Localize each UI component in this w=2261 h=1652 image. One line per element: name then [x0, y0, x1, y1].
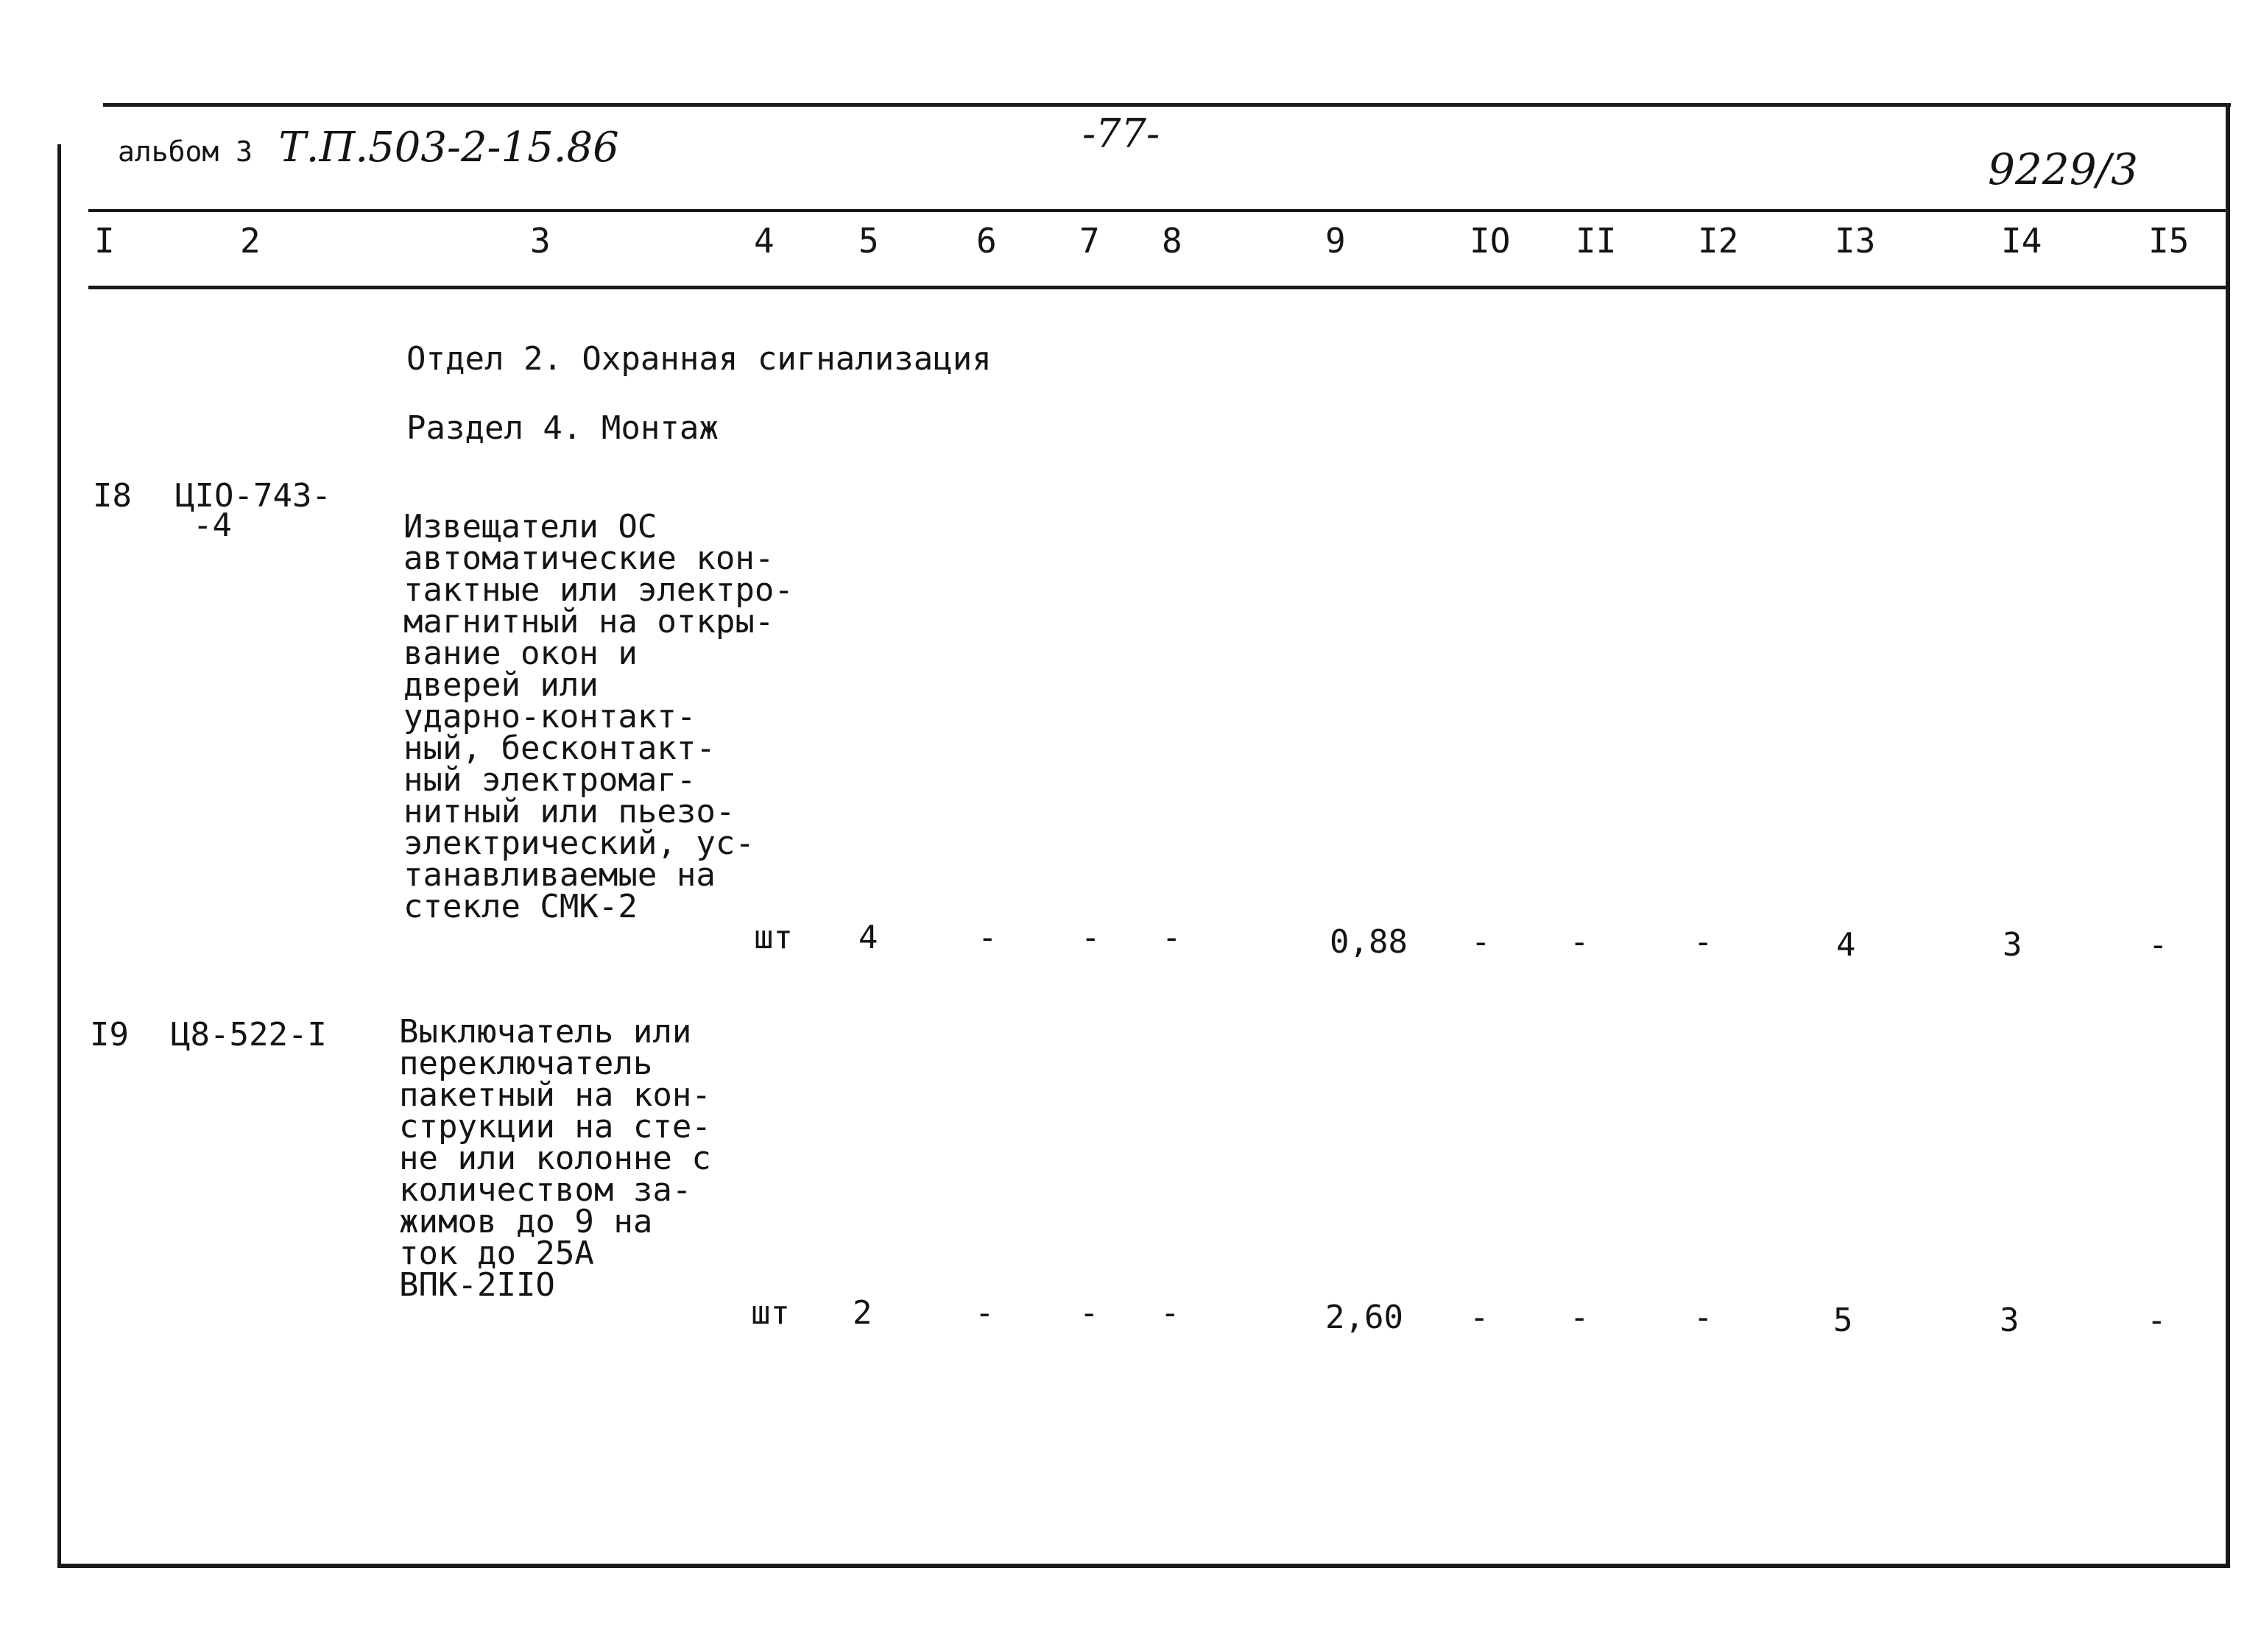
cell-col-15: -: [2148, 926, 2168, 964]
cell-col-6: -: [975, 1294, 995, 1332]
page-number: -77-: [1082, 110, 1160, 157]
work-description: Извещатели ОС автоматические кон- тактные или электро- магнитный на откры- вание окон и дверей или ударно-контакт- ный, бесконтакт- ный электромаг- нитный или пьезо- электрический, ус- танавливаемые на стекле СМК-2: [403, 508, 794, 925]
cell-col-14: 3: [2003, 926, 2022, 964]
column-number: 2: [240, 221, 261, 261]
cell-col-8: -: [1160, 1294, 1180, 1332]
column-number: 3: [530, 221, 551, 261]
column-number: 8: [1162, 221, 1182, 261]
rate-code: Ц8-522-I: [171, 1016, 327, 1053]
header-rule-top: [88, 209, 2228, 212]
column-number: I4: [2001, 221, 2042, 261]
cell-col-10: -: [1470, 1299, 1489, 1336]
cell-col-14: 3: [2000, 1302, 2020, 1339]
cell-col-5: 2: [853, 1294, 872, 1332]
cell-col-9: 2,60: [1325, 1299, 1403, 1336]
column-number: 5: [858, 221, 879, 261]
column-number: IO: [1470, 221, 1511, 261]
rate-code-continuation: -4: [193, 506, 232, 544]
column-number: 4: [754, 221, 775, 261]
column-number: I2: [1698, 221, 1739, 261]
album-label: альбом 3: [118, 135, 253, 168]
cell-col-5: 4: [858, 919, 878, 956]
cell-col-12: -: [1693, 923, 1713, 961]
column-number: I: [94, 221, 115, 261]
cell-col-7: -: [1079, 1294, 1099, 1332]
cell-col-13: 5: [1833, 1302, 1853, 1339]
column-number: I5: [2148, 221, 2190, 261]
column-number: II: [1576, 221, 1617, 261]
cell-col-15: -: [2147, 1302, 2167, 1339]
subsection-title: Раздел 4. Монтаж: [406, 409, 719, 447]
department-title: Отдел 2. Охранная сигнализация: [406, 340, 992, 378]
cell-col-11: -: [1570, 1299, 1590, 1336]
column-number: I3: [1835, 221, 1876, 261]
work-description: Выключатель или переключатель пакетный на кон- струкции на сте- не или колонне с количеством за- жимов до 9 на ток до 25А ВПК-2IIO: [399, 1013, 711, 1304]
column-number: 6: [976, 221, 997, 261]
unit: шт: [751, 1294, 790, 1332]
frame-bottom-border: [57, 1564, 2230, 1568]
cell-col-10: -: [1471, 923, 1491, 961]
project-code: Т.П.503-2-15.86: [278, 124, 619, 172]
cell-col-7: -: [1081, 919, 1101, 956]
cell-col-9: 0,88: [1330, 923, 1408, 961]
frame-left-border: [57, 144, 61, 1567]
column-number: 7: [1079, 221, 1100, 261]
rate-code: ЦIO-743-: [175, 477, 331, 515]
header-rule-bottom: [88, 286, 2228, 289]
column-number: 9: [1325, 221, 1346, 261]
album-title: [118, 124, 619, 172]
frame-top-border: [103, 103, 2231, 107]
row-number: I8: [93, 477, 132, 515]
cell-col-8: -: [1162, 919, 1182, 956]
cell-col-12: -: [1693, 1299, 1713, 1336]
cell-col-6: -: [978, 919, 998, 956]
frame-right-border: [2226, 103, 2230, 1568]
row-number: I9: [90, 1016, 129, 1053]
sheet-number: 9229/3: [1988, 144, 2139, 194]
cell-col-11: -: [1570, 923, 1590, 961]
cell-col-13: 4: [1836, 926, 1856, 964]
unit: шт: [754, 919, 793, 956]
